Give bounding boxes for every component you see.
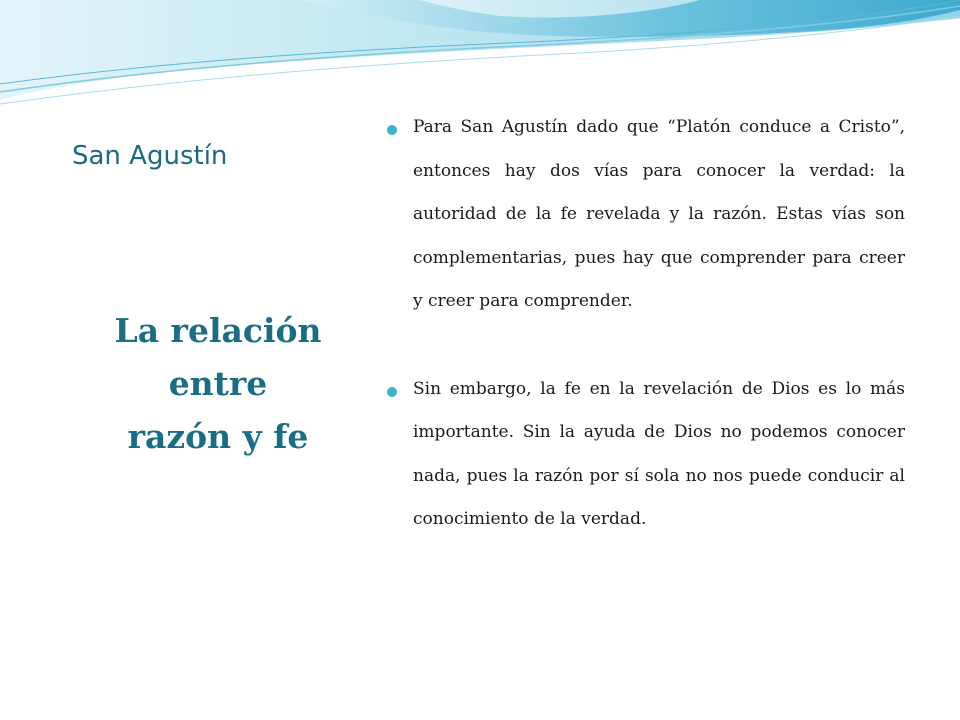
bullet-text: Para San Agustín dado que “Platón conduce a Cristo”, entonces hay dos vías para conocer la verdad: la autoridad de la fe revelada y la razón. Estas vías son complementarias, pues hay que comprender para creer y creer para comprender. [413, 117, 905, 311]
subtitle-line: razón y fe [127, 417, 309, 456]
bullet-list [386, 106, 905, 542]
bullet-dot-icon [387, 125, 397, 135]
bullet-dot-icon [387, 387, 397, 397]
subtitle-line: entre [168, 364, 268, 403]
bullet-item [386, 106, 905, 324]
slide-subtitle [100, 304, 336, 463]
decorative-wave-header [0, 0, 960, 120]
bullet-item [386, 368, 905, 542]
bullet-text: Sin embargo, la fe en la revelación de Dios es lo más importante. Sin la ayuda de Dios no podemos conocer nada, pues la razón por sí sola no nos puede conducir al conocimiento de la verdad. [413, 378, 905, 529]
slide-title: San Agustín [72, 141, 228, 171]
subtitle-line: La relación [114, 311, 322, 350]
